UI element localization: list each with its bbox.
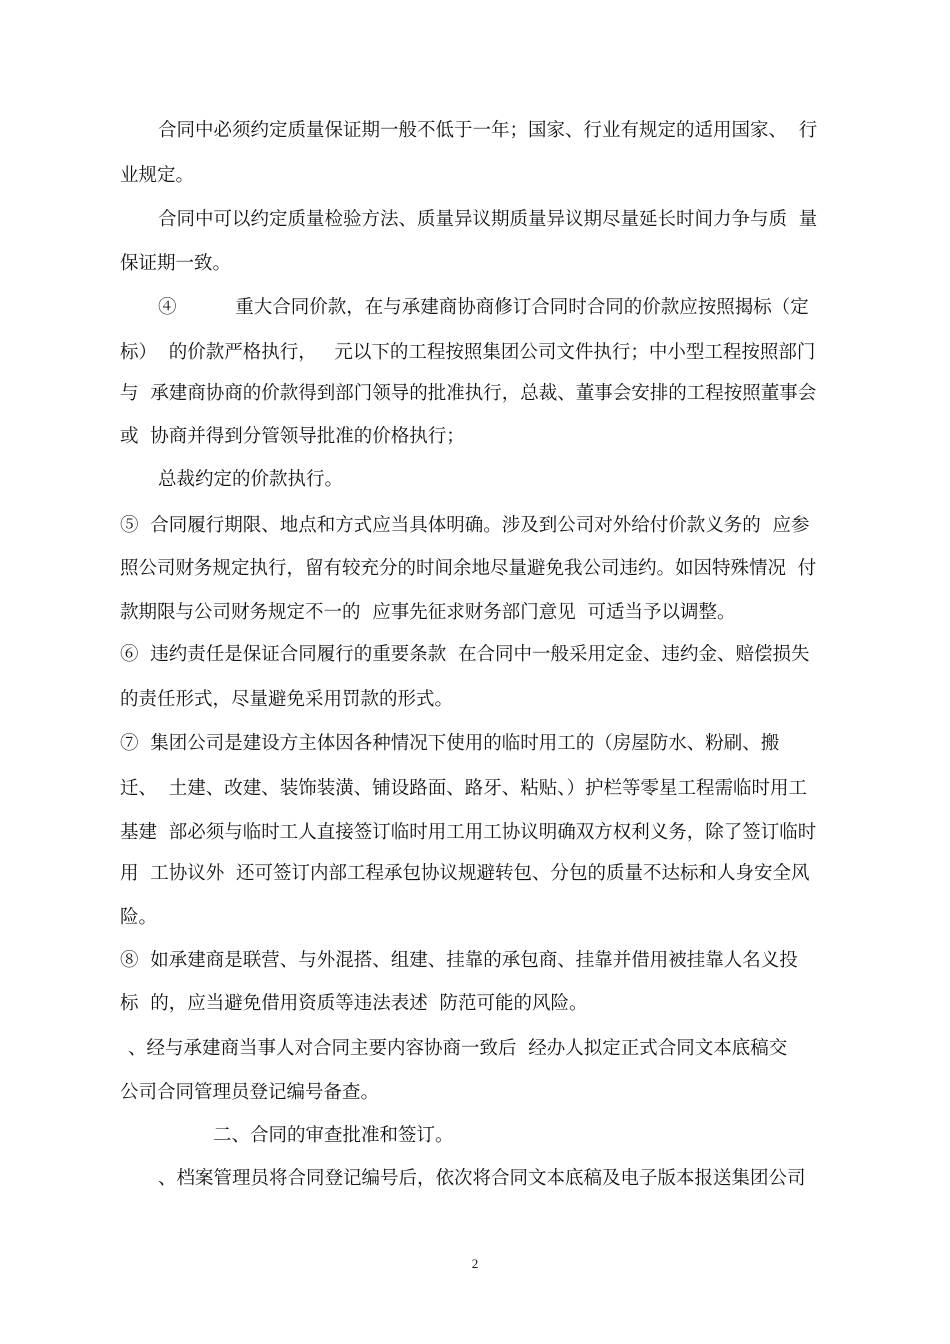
text-line: 合同中必须约定质量保证期一般不低于一年；国家、行业有规定的适用国家、 行: [158, 120, 818, 141]
text-line: 款期限与公司财务规定不一的 应事先征求财务部门意见 可适当予以调整。: [120, 602, 736, 623]
text-line: ⑦ 集团公司是建设方主体因各种情况下使用的临时用工的（房屋防水、粉刷、搬: [120, 733, 780, 754]
page-number: 2: [471, 1256, 479, 1271]
text-line: 总裁约定的价款执行。: [158, 469, 344, 490]
text-line: ⑧ 如承建商是联营、与外混搭、组建、挂靠的承包商、挂靠并借用被挂靠人名义投: [120, 950, 798, 971]
text-line: 合同中可以约定质量检验方法、质量异议期质量异议期尽量延长时间力争与质 量: [158, 209, 818, 230]
text-line: 的责任形式，尽量避免采用罚款的形式。: [120, 689, 454, 710]
text-line: 险。: [120, 907, 158, 928]
text-line: 公司合同管理员登记编号备查。: [120, 1082, 380, 1103]
text-line: 照公司财务规定执行，留有较充分的时间余地尽量避免我公司违约。如因特殊情况 付: [120, 558, 817, 579]
text-line: ④ 重大合同价款，在与承建商协商修订合同时合同的价款应按照揭标（定: [158, 297, 809, 318]
section-heading: 二、合同的审查批准和签订。: [213, 1125, 454, 1146]
text-line: 或 协商并得到分管领导批准的价格执行；: [120, 426, 465, 447]
text-line: ⑥ 违约责任是保证合同履行的重要条款 在合同中一般采用定金、违约金、赔偿损失: [120, 644, 810, 665]
text-line: 标 的，应当避免借用资质等违法表述 防范可能的风险。: [120, 993, 588, 1014]
text-line: ⑤ 合同履行期限、地点和方式应当具体明确。涉及到公司对外给付价款义务的 应参: [120, 515, 810, 536]
text-line: 用 工协议外 还可签订内部工程承包协议规避转包、分包的质量不达标和人身安全风: [120, 863, 810, 884]
text-line: 业规定。: [120, 165, 195, 186]
text-line: 迁、 土建、改建、装饰装潢、铺设路面、路牙、粘贴、）护栏等零星工程需临时用工: [120, 778, 808, 799]
text-line: 、档案管理员将合同登记编号后，依次将合同文本底稿及电子版本报送集团公司: [158, 1168, 806, 1189]
text-line: 基建 部必须与临时工人直接签订临时用工用工协议明确双方权利义务，除了签订临时: [120, 822, 817, 843]
text-line: 保证期一致。: [120, 253, 232, 274]
text-line: 、经与承建商当事人对合同主要内容协商一致后 经办人拟定正式合同文本底稿交: [128, 1038, 788, 1059]
text-line: 标） 的价款严格执行， 元以下的工程按照集团公司文件执行；中小型工程按照部门: [120, 342, 816, 363]
text-line: 与 承建商协商的价款得到部门领导的批准执行，总裁、董事会安排的工程按照董事会: [120, 383, 817, 404]
